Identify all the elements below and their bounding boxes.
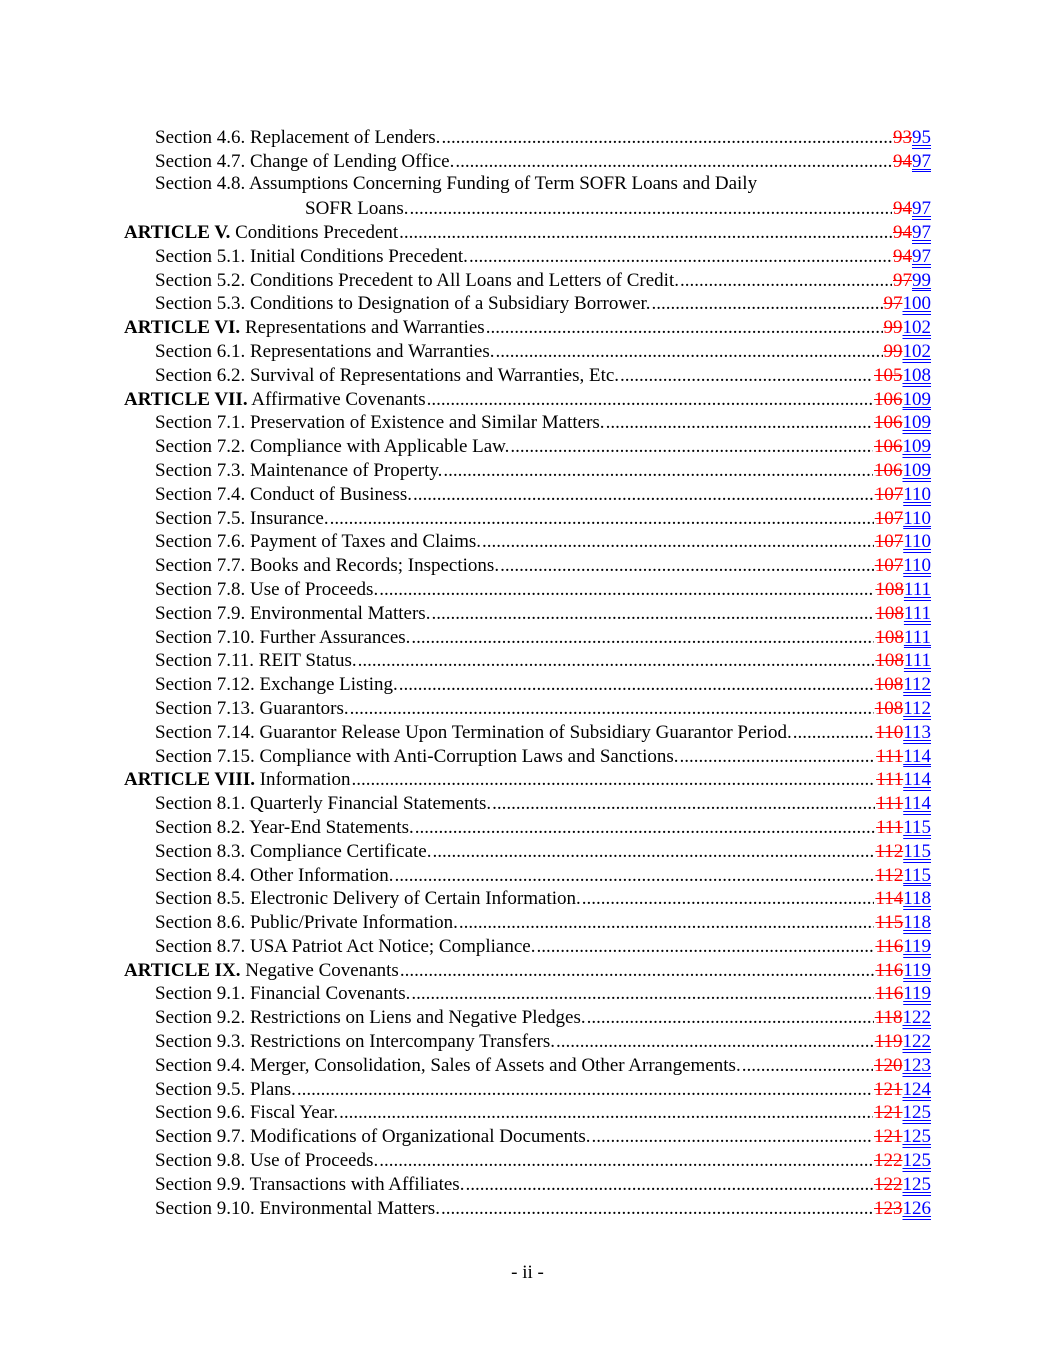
inserted-page-number-link[interactable]: 119 (903, 935, 931, 957)
deleted-page-number: 108 (875, 650, 904, 672)
deleted-page-number: 107 (874, 531, 904, 553)
dot-leader (455, 151, 892, 173)
article-label: ARTICLE VIII. (124, 769, 255, 791)
deleted-page-number: 106 (874, 436, 903, 458)
deleted-page-number: 111 (876, 793, 904, 815)
article-label: ARTICLE VII. (124, 388, 248, 410)
toc-entry-title: Section 9.6. Fiscal Year. (155, 1102, 339, 1124)
toc-entry-title: Section 5.2. Conditions Precedent to All Loans and Letters of Credit. (155, 269, 679, 291)
toc-entry-title: Section 7.10. Further Assurances. (155, 626, 411, 648)
toc-entry[interactable] (124, 149, 931, 173)
toc-entry-title: Section 4.7. Change of Lending Office. (155, 150, 455, 172)
toc-entry[interactable] (124, 839, 931, 863)
dot-leader (793, 722, 875, 744)
toc-entry[interactable] (124, 887, 931, 911)
inserted-page-number-link[interactable]: 122 (902, 1007, 931, 1029)
toc-entry-title (124, 389, 426, 411)
dot-leader (297, 1079, 873, 1101)
deleted-page-number: 108 (875, 602, 904, 624)
dot-leader (399, 674, 874, 696)
inserted-page-number-link[interactable]: 114 (903, 793, 931, 815)
toc-entry-title: Section 9.7. Modifications of Organizational Documents. (155, 1126, 591, 1148)
deleted-page-number: 107 (874, 483, 904, 505)
dot-leader (413, 484, 874, 506)
deleted-page-number: 108 (874, 674, 904, 696)
inserted-page-number-link[interactable]: 122 (902, 1031, 931, 1053)
deleted-page-number: 106 (874, 412, 903, 434)
toc-entry[interactable] (124, 339, 931, 363)
toc-entry-title: Section 8.7. USA Patriot Act Notice; Compliance. (155, 935, 536, 957)
dot-leader (432, 841, 874, 863)
dot-leader (427, 389, 873, 411)
toc-entry-title: Section 9.10. Environmental Matters. (155, 1197, 440, 1219)
deleted-page-number: 108 (875, 626, 904, 648)
toc-entry[interactable] (124, 434, 931, 458)
toc-entry[interactable] (124, 625, 931, 649)
deleted-page-number: 121 (874, 1078, 903, 1100)
inserted-page-number-link[interactable]: 109 (902, 388, 931, 410)
toc-entry[interactable] (124, 1196, 931, 1220)
toc-article-entry[interactable] (124, 387, 931, 411)
toc-entry[interactable] (124, 244, 931, 268)
toc-entry-title (124, 960, 399, 982)
article-label: ARTICLE IX. (124, 959, 241, 981)
dot-leader (606, 412, 873, 434)
dot-leader (441, 1198, 873, 1220)
article-title: Information (259, 769, 351, 791)
dot-leader (592, 1126, 873, 1148)
dot-leader (399, 222, 892, 244)
deleted-page-number: 114 (875, 888, 904, 910)
deleted-page-number: 110 (875, 721, 904, 743)
deleted-page-number: 119 (874, 1031, 903, 1053)
article-title: Conditions Precedent (235, 221, 399, 243)
deleted-page-number: 122 (874, 1150, 903, 1172)
inserted-page-number-link[interactable]: 109 (902, 436, 931, 458)
dot-leader (587, 1007, 874, 1029)
dot-leader (536, 936, 874, 958)
deleted-page-number: 120 (874, 1054, 903, 1076)
toc-entry[interactable] (124, 744, 931, 768)
toc-entry-title: Section 8.4. Other Information. (155, 864, 394, 886)
inserted-page-number-link[interactable]: 114 (903, 745, 931, 767)
deleted-page-number: 106 (874, 388, 903, 410)
toc-entry[interactable] (124, 411, 931, 435)
deleted-page-number: 93 (893, 126, 912, 148)
inserted-page-number-link[interactable]: 97 (912, 198, 931, 220)
toc-entry-title: Section 9.5. Plans. (155, 1078, 296, 1100)
inserted-page-number-link[interactable]: 123 (902, 1054, 931, 1076)
dot-leader (351, 769, 875, 791)
dot-leader (431, 603, 874, 625)
toc-entry[interactable] (124, 530, 931, 554)
toc-entry[interactable] (124, 292, 931, 316)
inserted-page-number-link[interactable]: 118 (903, 888, 931, 910)
toc-entry[interactable] (124, 458, 931, 482)
toc-entry[interactable] (124, 1172, 931, 1196)
inserted-page-number-link[interactable]: 119 (903, 959, 931, 981)
toc-entry[interactable] (124, 934, 931, 958)
dot-leader (510, 436, 873, 458)
toc-entry-first-line[interactable] (124, 173, 931, 197)
dot-leader (400, 960, 875, 982)
inserted-page-number-link[interactable]: 115 (903, 840, 931, 862)
toc-entry-title: Section 7.6. Payment of Taxes and Claims. (155, 531, 482, 553)
inserted-page-number-link[interactable]: 97 (912, 245, 931, 267)
inserted-page-number-link[interactable]: 111 (903, 578, 931, 600)
deleted-page-number: 116 (875, 935, 904, 957)
deleted-page-number: 122 (874, 1173, 903, 1195)
inserted-page-number-link[interactable]: 125 (902, 1126, 931, 1148)
toc-entry-title: Section 7.15. Compliance with Anti-Corruption Laws and Sanctions. (155, 745, 679, 767)
toc-entry-title: Section 7.4. Conduct of Business. (155, 483, 413, 505)
toc-entry[interactable] (124, 268, 931, 292)
dot-leader (441, 127, 892, 149)
dot-leader (469, 246, 892, 268)
inserted-page-number-link[interactable]: 112 (903, 674, 931, 696)
toc-entry[interactable] (124, 815, 931, 839)
dot-leader (620, 365, 873, 387)
toc-article-entry[interactable] (124, 768, 931, 792)
toc-entry-title: Section 8.2. Year-End Statements. (155, 816, 414, 838)
toc-entry[interactable] (124, 982, 931, 1006)
toc-entry[interactable] (124, 720, 931, 744)
toc-entry-title: Section 6.1. Representations and Warranties. (155, 340, 495, 362)
inserted-page-number-link[interactable]: 126 (902, 1197, 931, 1219)
toc-entry-title (124, 769, 350, 791)
deleted-page-number: 94 (893, 150, 912, 172)
toc-entry-title: Section 8.6. Public/Private Information. (155, 912, 458, 934)
toc-entry[interactable] (124, 1005, 931, 1029)
toc-article-entry[interactable] (124, 958, 931, 982)
inserted-page-number-link[interactable]: 110 (903, 507, 931, 529)
inserted-page-number-link[interactable]: 111 (903, 602, 931, 624)
toc-article-entry[interactable] (124, 220, 931, 244)
toc-entry-title: Section 9.9. Transactions with Affiliates. (155, 1173, 465, 1195)
toc-entry-title: Section 8.1. Quarterly Financial Statements. (155, 793, 492, 815)
inserted-page-number-link[interactable]: 125 (902, 1173, 931, 1195)
deleted-page-number: 123 (874, 1197, 903, 1219)
deleted-page-number: 111 (876, 816, 904, 838)
dot-leader (358, 650, 875, 672)
inserted-page-number-link[interactable]: 111 (903, 626, 931, 648)
dot-leader (409, 198, 892, 220)
toc-entry[interactable] (124, 1148, 931, 1172)
toc-entry[interactable] (124, 601, 931, 625)
deleted-page-number: 94 (893, 221, 912, 243)
deleted-page-number: 115 (875, 912, 904, 934)
inserted-page-number-link[interactable]: 114 (903, 769, 931, 791)
toc-entry[interactable] (124, 125, 931, 149)
inserted-page-number-link[interactable]: 115 (903, 816, 931, 838)
inserted-page-number-link[interactable]: 118 (903, 912, 931, 934)
dot-leader (379, 579, 874, 601)
article-label: ARTICLE VI. (124, 317, 241, 339)
deleted-page-number: 111 (876, 745, 904, 767)
deleted-page-number: 107 (874, 555, 904, 577)
article-title: Representations and Warranties (244, 317, 485, 339)
toc-entry-title: Section 7.8. Use of Proceeds. (155, 578, 379, 600)
toc-entry[interactable] (124, 196, 931, 220)
toc-entry[interactable] (124, 1124, 931, 1148)
inserted-page-number-link[interactable]: 125 (902, 1150, 931, 1172)
inserted-page-number-link[interactable]: 108 (902, 364, 931, 386)
inserted-page-number-link[interactable]: 110 (903, 531, 931, 553)
dot-leader (680, 746, 876, 768)
dot-leader (492, 793, 875, 815)
toc-entry-title: Section 6.2. Survival of Representations and Warranties, Etc. (155, 364, 620, 386)
inserted-page-number-link[interactable]: 110 (903, 483, 931, 505)
toc-entry-title: Section 9.4. Merger, Consolidation, Sales of Assets and Other Arrangements. (155, 1054, 741, 1076)
inserted-page-number-link[interactable]: 112 (903, 697, 931, 719)
inserted-page-number-link[interactable]: 113 (903, 721, 931, 743)
deleted-page-number: 116 (875, 983, 904, 1005)
deleted-page-number: 99 (883, 317, 903, 339)
deleted-page-number: 112 (875, 864, 904, 886)
dot-leader (500, 555, 874, 577)
deleted-page-number: 108 (875, 578, 904, 600)
toc-entry[interactable] (124, 696, 931, 720)
dot-leader (330, 508, 874, 530)
toc-entry-title: Section 9.8. Use of Proceeds. (155, 1150, 379, 1172)
dot-leader (443, 460, 873, 482)
article-title: Affirmative Covenants (251, 388, 426, 410)
table-of-contents (124, 125, 931, 1220)
deleted-page-number: 97 (893, 269, 912, 291)
dot-leader (379, 1150, 873, 1172)
toc-entry[interactable] (124, 506, 931, 530)
toc-entry-title: Section 7.1. Preservation of Existence and Similar Matters. (155, 412, 605, 434)
toc-entry-title: Section 7.11. REIT Status. (155, 650, 357, 672)
toc-entry-title (124, 317, 485, 339)
toc-entry-title (124, 222, 398, 244)
inserted-page-number-link[interactable]: 95 (912, 126, 931, 148)
toc-entry-title: Section 9.2. Restrictions on Liens and Negative Pledges. (155, 1007, 586, 1029)
dot-leader (582, 888, 875, 910)
page-number: - ii - (511, 1262, 544, 1283)
deleted-page-number: 121 (874, 1102, 903, 1124)
toc-entry[interactable] (124, 910, 931, 934)
toc-entry[interactable] (124, 1077, 931, 1101)
toc-entry[interactable] (124, 1029, 931, 1053)
toc-entry[interactable] (124, 649, 931, 673)
inserted-page-number-link[interactable]: 109 (902, 412, 931, 434)
deleted-page-number: 111 (876, 769, 904, 791)
inserted-page-number-link[interactable]: 111 (903, 650, 931, 672)
toc-entry-title: Section 4.8. Assumptions Concerning Funding of Term SOFR Loans and Daily (155, 172, 758, 194)
toc-entry-title: Section 7.12. Exchange Listing. (155, 674, 398, 696)
dot-leader (459, 912, 875, 934)
deleted-page-number: 118 (874, 1007, 903, 1029)
toc-entry[interactable] (124, 553, 931, 577)
inserted-page-number-link[interactable]: 102 (902, 317, 931, 339)
deleted-page-number: 106 (874, 459, 903, 481)
toc-entry[interactable] (124, 577, 931, 601)
deleted-page-number: 105 (874, 364, 903, 386)
deleted-page-number: 107 (874, 507, 904, 529)
deleted-page-number: 121 (874, 1126, 903, 1148)
toc-entry[interactable] (124, 863, 931, 887)
toc-entry[interactable] (124, 363, 931, 387)
toc-entry-title: Section 8.5. Electronic Delivery of Certain Information. (155, 888, 581, 910)
deleted-page-number: 108 (874, 697, 904, 719)
dot-leader (742, 1055, 873, 1077)
toc-entry-title: Section 9.1. Financial Covenants. (155, 983, 411, 1005)
dot-leader (350, 698, 874, 720)
toc-entry-title: Section 7.14. Guarantor Release Upon Termination of Subsidiary Guarantor Period. (155, 721, 792, 743)
dot-leader (415, 817, 875, 839)
toc-entry-title: Section 7.2. Compliance with Applicable Law. (155, 436, 510, 458)
toc-entry-title: Section 8.3. Compliance Certificate. (155, 840, 432, 862)
inserted-page-number-link[interactable]: 110 (903, 555, 931, 577)
inserted-page-number-link[interactable]: 124 (902, 1078, 931, 1100)
toc-entry-title: Section 9.3. Restrictions on Intercompany Transfers. (155, 1031, 556, 1053)
deleted-page-number: 97 (883, 293, 903, 315)
inserted-page-number-link[interactable]: 97 (912, 221, 931, 243)
deleted-page-number: 116 (875, 959, 904, 981)
dot-leader (395, 865, 875, 887)
inserted-page-number-link[interactable]: 97 (912, 150, 931, 172)
deleted-page-number: 99 (883, 340, 903, 362)
inserted-page-number-link[interactable]: 100 (902, 293, 931, 315)
toc-entry-title: Section 5.3. Conditions to Designation of a Subsidiary Borrower. (155, 293, 651, 315)
inserted-page-number-link[interactable]: 102 (902, 340, 931, 362)
toc-entry[interactable] (124, 482, 931, 506)
toc-entry-title: Section 7.9. Environmental Matters. (155, 602, 431, 624)
dot-leader (482, 531, 874, 553)
toc-entry[interactable] (124, 1053, 931, 1077)
toc-entry-title: Section 4.6. Replacement of Lenders. (155, 126, 441, 148)
toc-entry-title: Section 7.5. Insurance. (155, 507, 329, 529)
dot-leader (486, 317, 883, 339)
inserted-page-number-link[interactable]: 115 (903, 864, 931, 886)
toc-entry[interactable] (124, 672, 931, 696)
toc-entry-title: Section 7.3. Maintenance of Property. (155, 459, 443, 481)
dot-leader (556, 1031, 874, 1053)
toc-entry-title: Section 7.7. Books and Records; Inspections. (155, 555, 500, 577)
dot-leader (339, 1102, 873, 1124)
dot-leader (496, 341, 883, 363)
deleted-page-number: 112 (875, 840, 904, 862)
toc-entry[interactable] (124, 791, 931, 815)
dot-leader (411, 627, 874, 649)
toc-entry-title-continued: SOFR Loans. (305, 198, 409, 220)
toc-entry-title: Section 7.13. Guarantors. (155, 697, 349, 719)
article-title: Negative Covenants (245, 959, 399, 981)
dot-leader (411, 983, 874, 1005)
dot-leader (652, 293, 883, 315)
inserted-page-number-link[interactable]: 99 (912, 269, 931, 291)
toc-entry-title: Section 5.1. Initial Conditions Precedent. (155, 245, 468, 267)
dot-leader (465, 1174, 873, 1196)
toc-article-entry[interactable] (124, 315, 931, 339)
inserted-page-number-link[interactable]: 125 (902, 1102, 931, 1124)
dot-leader (680, 270, 892, 292)
deleted-page-number: 94 (893, 198, 912, 220)
inserted-page-number-link[interactable]: 119 (903, 983, 931, 1005)
deleted-page-number: 94 (893, 245, 912, 267)
inserted-page-number-link[interactable]: 109 (902, 459, 931, 481)
toc-entry[interactable] (124, 1101, 931, 1125)
article-label: ARTICLE V. (124, 221, 231, 243)
